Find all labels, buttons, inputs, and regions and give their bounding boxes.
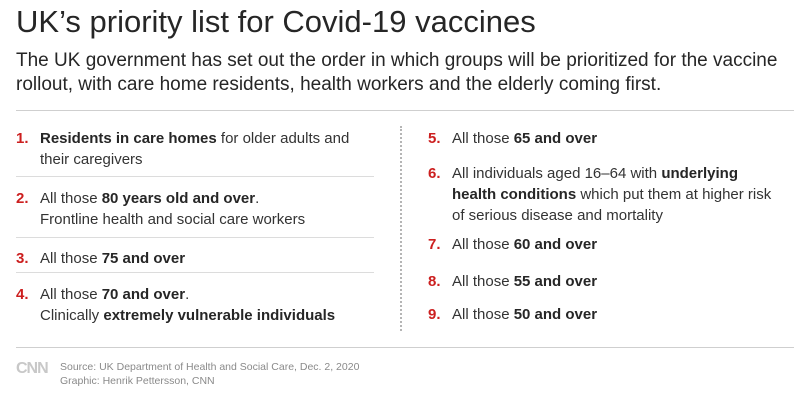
page-title: UK’s priority list for Covid-19 vaccines: [16, 4, 536, 39]
item-text: .: [255, 190, 260, 207]
list-item-7: [428, 228, 786, 265]
item-text: .: [185, 286, 190, 303]
item-number: 2.: [16, 190, 29, 207]
item-bold-text-line2: extremely vulnerable individuals: [103, 307, 336, 324]
page-subtitle: The UK government has set out the order in which groups will be prioritized for the vaccine rollout, with care home residents, health workers and the elderly coming first.: [16, 50, 778, 95]
item-number: 6.: [428, 165, 441, 182]
list-item-9: [428, 299, 786, 329]
item-bold-text: 70 and over: [101, 286, 186, 303]
item-number: 4.: [16, 286, 29, 303]
item-number: 1.: [16, 130, 29, 147]
item-text-line2: Clinically: [40, 307, 104, 324]
list-item-1: [16, 120, 374, 177]
item-number: 8.: [428, 273, 441, 290]
source-note: Source: UK Department of Health and Social Care, Dec. 2, 2020: [60, 361, 360, 373]
item-bold-text: 75 and over: [101, 250, 186, 267]
item-number: 3.: [16, 250, 29, 267]
item-text: All those: [452, 130, 514, 147]
bottom-divider: [16, 347, 794, 348]
item-text: All individuals aged 16–64 with: [452, 165, 662, 182]
graphic-credit: Graphic: Henrik Pettersson, CNN: [60, 375, 215, 387]
item-text: which put them at higher risk of serious disease and mortality: [452, 186, 772, 224]
item-text: All those: [452, 236, 514, 253]
top-divider: [16, 110, 794, 111]
item-bold-text: 80 years old and over: [101, 190, 256, 207]
item-number: 9.: [428, 306, 441, 323]
item-bold-text: 60 and over: [513, 236, 598, 253]
list-item-8: [428, 265, 786, 299]
item-text: All those: [452, 306, 514, 323]
item-number: 5.: [428, 130, 441, 147]
column-divider: [400, 126, 402, 331]
list-item-5: [428, 120, 786, 157]
item-bold-text: Residents in care homes: [40, 130, 217, 147]
cnn-logo: CNN: [16, 360, 48, 377]
right-column: [428, 120, 786, 329]
item-number: 7.: [428, 236, 441, 253]
item-text: for older adults and their caregivers: [40, 130, 350, 168]
item-bold-text: 50 and over: [513, 306, 598, 323]
item-text: All those: [40, 250, 102, 267]
item-text: All those: [40, 286, 102, 303]
list-item-2: [16, 182, 374, 238]
footer-notes: [60, 360, 359, 388]
item-bold-text: 65 and over: [513, 130, 598, 147]
left-column: [16, 120, 374, 334]
item-bold-text: 55 and over: [513, 273, 598, 290]
item-bold-text: underlying health conditions: [452, 165, 738, 203]
item-text: All those: [452, 273, 514, 290]
list-item-6: [428, 157, 786, 228]
item-text-line2: Frontline health and social care workers: [40, 211, 306, 228]
list-item-3: [16, 243, 374, 273]
item-text: All those: [40, 190, 102, 207]
list-item-4: [16, 278, 374, 334]
